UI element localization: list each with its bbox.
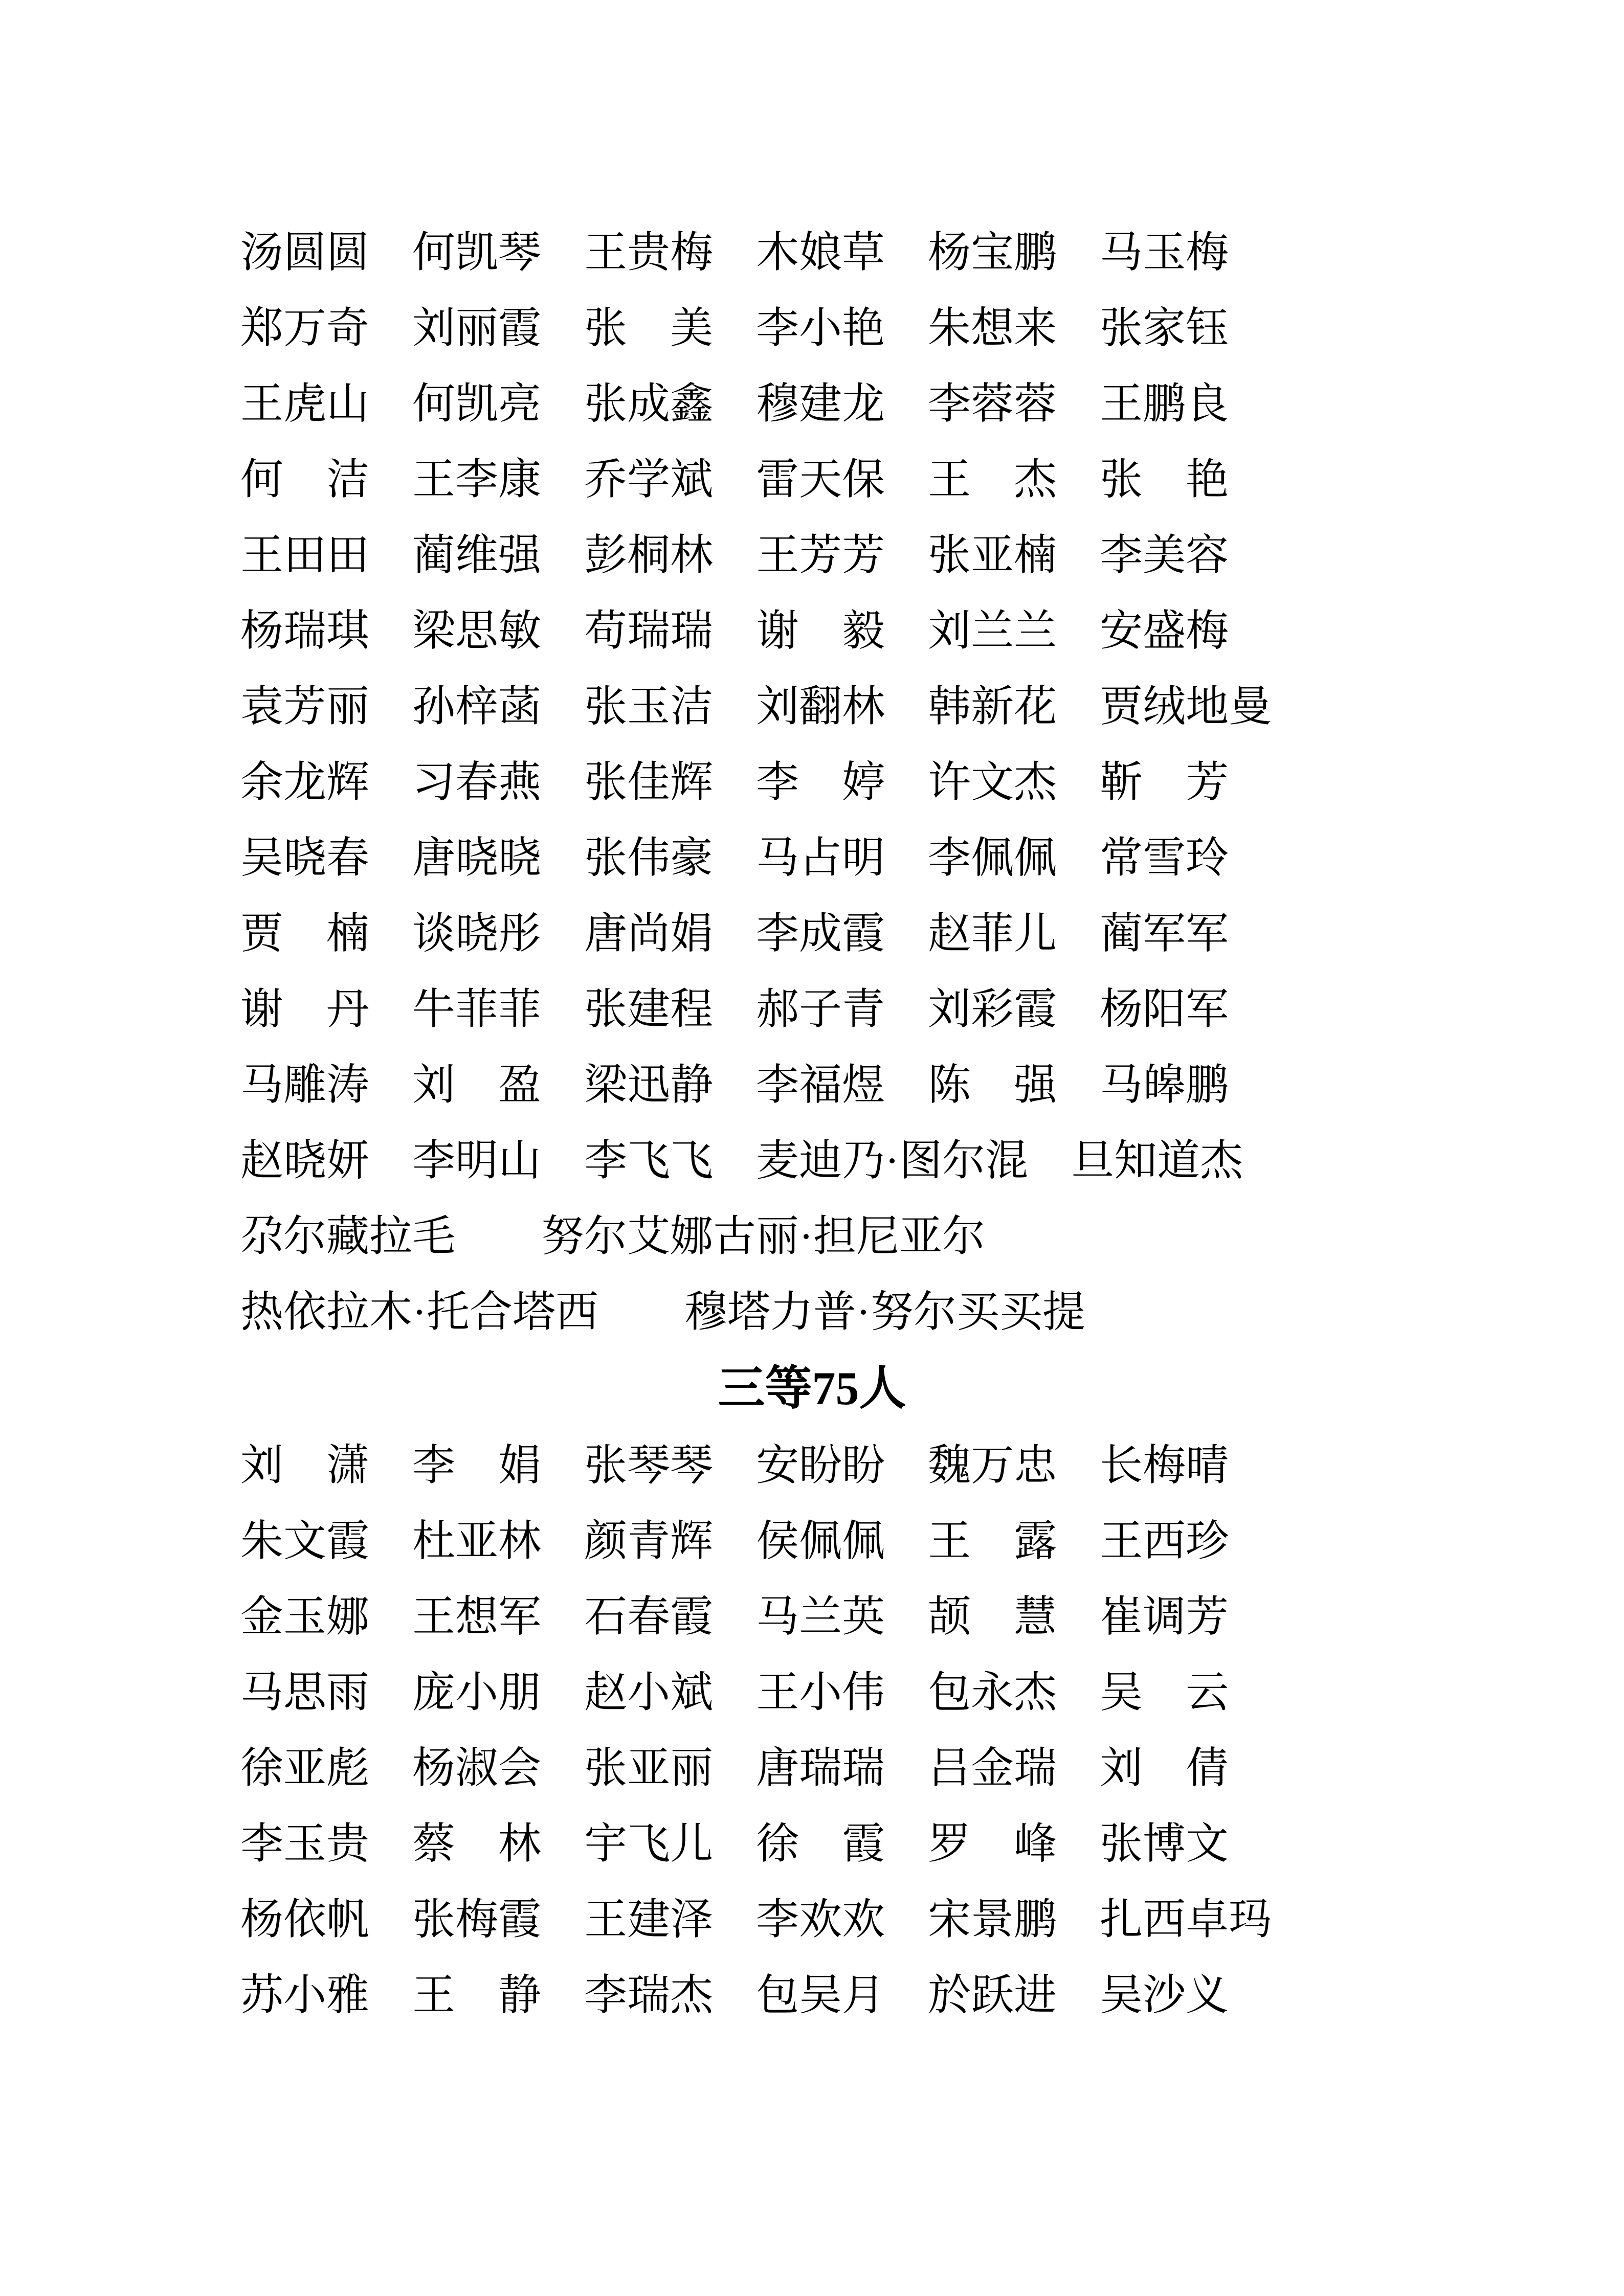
person-name: 崔调芳: [1100, 1593, 1229, 1641]
person-name: 张博文: [1100, 1820, 1229, 1868]
person-name: 乔学斌: [584, 456, 714, 504]
person-name: 麦迪乃·图尔混: [756, 1137, 1029, 1185]
person-name: 张琴琴: [584, 1442, 714, 1490]
person-name: 尕尔藏拉毛: [240, 1213, 456, 1260]
name-row: [240, 972, 1624, 1048]
person-name: 庞小朋: [412, 1669, 542, 1717]
person-name: 马占明: [756, 835, 885, 882]
person-name: 何 洁: [240, 456, 370, 504]
person-name: 李明山: [412, 1137, 542, 1185]
person-name: 梁迅静: [584, 1062, 714, 1109]
person-name: 牛菲菲: [412, 986, 542, 1033]
person-name: 郝子青: [756, 986, 885, 1033]
person-name: 赵小斌: [584, 1669, 714, 1717]
person-name: 杜亚林: [412, 1518, 542, 1565]
person-name: 王鹏良: [1100, 380, 1229, 428]
person-name: 孙梓菡: [412, 683, 542, 731]
person-name: 赵晓妍: [240, 1137, 370, 1185]
person-name: 王虎山: [240, 380, 370, 428]
person-name: 金玉娜: [240, 1593, 370, 1641]
name-row: [240, 669, 1624, 745]
person-name: 贾 楠: [240, 910, 370, 958]
person-name: 谢 毅: [756, 607, 885, 655]
name-row: [240, 367, 1624, 442]
person-name: 张家钰: [1100, 305, 1229, 352]
name-row: [240, 1580, 1624, 1655]
person-name: 袁芳丽: [240, 683, 370, 731]
person-name: 张 美: [584, 305, 714, 352]
person-name: 李小艳: [756, 305, 885, 352]
person-name: 张伟豪: [584, 835, 714, 882]
person-name: 张亚楠: [928, 532, 1057, 579]
person-name: 蔺军军: [1100, 910, 1229, 958]
person-name: 王芳芳: [756, 532, 885, 579]
person-name: 吴晓春: [240, 835, 370, 882]
person-name: 朱文霞: [240, 1518, 370, 1565]
person-name: 李成霞: [756, 910, 885, 958]
name-row: [240, 442, 1624, 518]
person-name: 石春霞: [584, 1593, 714, 1641]
person-name: 马兰英: [756, 1593, 885, 1641]
name-row: [240, 1199, 1624, 1275]
person-name: 张佳辉: [584, 759, 714, 806]
person-name: 李 娟: [412, 1442, 542, 1490]
person-name: 朱想来: [928, 305, 1057, 352]
person-name: 苟瑞瑞: [584, 607, 714, 655]
person-name: 杨瑞琪: [240, 607, 370, 655]
person-name: 颜青辉: [584, 1518, 714, 1565]
person-name: 王 杰: [928, 456, 1057, 504]
person-name: 魏万忠: [928, 1442, 1057, 1490]
person-name: 张梅霞: [412, 1896, 542, 1944]
person-name: 吕金瑞: [928, 1745, 1057, 1792]
person-name: 热依拉木·托合塔西: [240, 1289, 598, 1336]
name-row: [240, 1731, 1624, 1807]
person-name: 唐晓晓: [412, 835, 542, 882]
person-name: 马玉梅: [1100, 229, 1229, 277]
person-name: 贾绒地曼: [1100, 683, 1272, 731]
name-row: [240, 1958, 1624, 2034]
name-row: [240, 1504, 1624, 1580]
person-name: 包吴月: [756, 1972, 885, 2019]
person-name: 蔡 林: [412, 1820, 542, 1868]
name-row: [240, 518, 1624, 594]
person-name: 谢 丹: [240, 986, 370, 1033]
person-name: 於跃进: [928, 1972, 1057, 2019]
name-row: [240, 215, 1624, 291]
person-name: 李福煜: [756, 1062, 885, 1109]
person-name: 旦知道杰: [1071, 1137, 1243, 1185]
name-row: [240, 1807, 1624, 1882]
person-name: 郑万奇: [240, 305, 370, 352]
person-name: 徐亚彪: [240, 1745, 370, 1792]
person-name: 唐尚娟: [584, 910, 714, 958]
person-name: 张成鑫: [584, 380, 714, 428]
person-name: 刘兰兰: [928, 607, 1057, 655]
section-heading: 三等75人: [718, 1362, 906, 1414]
person-name: 李飞飞: [584, 1137, 714, 1185]
person-name: 陈 强: [928, 1062, 1057, 1109]
name-row: [240, 1048, 1624, 1123]
person-name: 张建程: [584, 986, 714, 1033]
person-name: 雷天保: [756, 456, 885, 504]
person-name: 杨宝鹏: [928, 229, 1057, 277]
person-name: 马皞鹏: [1100, 1062, 1229, 1109]
person-name: 刘 倩: [1100, 1745, 1229, 1792]
person-name: 杨依帆: [240, 1896, 370, 1944]
person-name: 苏小雅: [240, 1972, 370, 2019]
person-name: 刘 潇: [240, 1442, 370, 1490]
person-name: 余龙辉: [240, 759, 370, 806]
person-name: 王想军: [412, 1593, 542, 1641]
person-name: 刘翻林: [756, 683, 885, 731]
person-name: 颉 慧: [928, 1593, 1057, 1641]
person-name: 习春燕: [412, 759, 542, 806]
name-row: [240, 291, 1624, 367]
name-row: [240, 896, 1624, 972]
person-name: 扎西卓玛: [1100, 1896, 1272, 1944]
person-name: 安盼盼: [756, 1442, 885, 1490]
person-name: 韩新花: [928, 683, 1057, 731]
person-name: 杨淑会: [412, 1745, 542, 1792]
person-name: 赵菲儿: [928, 910, 1057, 958]
person-name: 穆建龙: [756, 380, 885, 428]
person-name: 宋景鹏: [928, 1896, 1057, 1944]
name-row: [240, 1655, 1624, 1731]
section-heading-line: [0, 1350, 1624, 1428]
person-name: 李美容: [1100, 532, 1229, 579]
name-row: [240, 1123, 1624, 1199]
person-name: 王贵梅: [584, 229, 714, 277]
person-name: 马雕涛: [240, 1062, 370, 1109]
name-row: [240, 821, 1624, 896]
person-name: 徐 霞: [756, 1820, 885, 1868]
person-name: 张亚丽: [584, 1745, 714, 1792]
name-row: [240, 1428, 1624, 1504]
person-name: 王 露: [928, 1518, 1057, 1565]
person-name: 张玉洁: [584, 683, 714, 731]
person-name: 杨阳军: [1100, 986, 1229, 1033]
person-name: 蔺维强: [412, 532, 542, 579]
person-name: 李玉贵: [240, 1820, 370, 1868]
name-row: [240, 745, 1624, 821]
person-name: 吴 云: [1100, 1669, 1229, 1717]
person-name: 刘丽霞: [412, 305, 542, 352]
person-name: 穆塔力普·努尔买买提: [684, 1289, 1085, 1336]
person-name: 长梅晴: [1100, 1442, 1229, 1490]
person-name: 唐瑞瑞: [756, 1745, 885, 1792]
person-name: 王 静: [412, 1972, 542, 2019]
name-row: [240, 594, 1624, 669]
name-row: [240, 1882, 1624, 1958]
person-name: 李佩佩: [928, 835, 1057, 882]
person-name: 马思雨: [240, 1669, 370, 1717]
person-name: 汤圆圆: [240, 229, 370, 277]
person-name: 宇飞儿: [584, 1820, 714, 1868]
person-name: 安盛梅: [1100, 607, 1229, 655]
person-name: 李 婷: [756, 759, 885, 806]
person-name: 靳 芳: [1100, 759, 1229, 806]
person-name: 何凯琴: [412, 229, 542, 277]
person-name: 刘 盈: [412, 1062, 542, 1109]
person-name: 彭桐林: [584, 532, 714, 579]
person-name: 包永杰: [928, 1669, 1057, 1717]
person-name: 王田田: [240, 532, 370, 579]
person-name: 常雪玲: [1100, 835, 1229, 882]
name-row: [240, 1275, 1624, 1350]
person-name: 吴沙义: [1100, 1972, 1229, 2019]
person-name: 李瑞杰: [584, 1972, 714, 2019]
person-name: 王西珍: [1100, 1518, 1229, 1565]
person-name: 木娘草: [756, 229, 885, 277]
person-name: 罗 峰: [928, 1820, 1057, 1868]
person-name: 谈晓彤: [412, 910, 542, 958]
person-name: 许文杰: [928, 759, 1057, 806]
person-name: 李蓉蓉: [928, 380, 1057, 428]
person-name: 王建泽: [584, 1896, 714, 1944]
person-name: 刘彩霞: [928, 986, 1057, 1033]
person-name: 何凯亮: [412, 380, 542, 428]
person-name: 王李康: [412, 456, 542, 504]
person-name: 张 艳: [1100, 456, 1229, 504]
person-name: 李欢欢: [756, 1896, 885, 1944]
person-name: 侯佩佩: [756, 1518, 885, 1565]
person-name: 王小伟: [756, 1669, 885, 1717]
person-name: 梁思敏: [412, 607, 542, 655]
person-name: 努尔艾娜古丽·担尼亚尔: [541, 1213, 986, 1260]
